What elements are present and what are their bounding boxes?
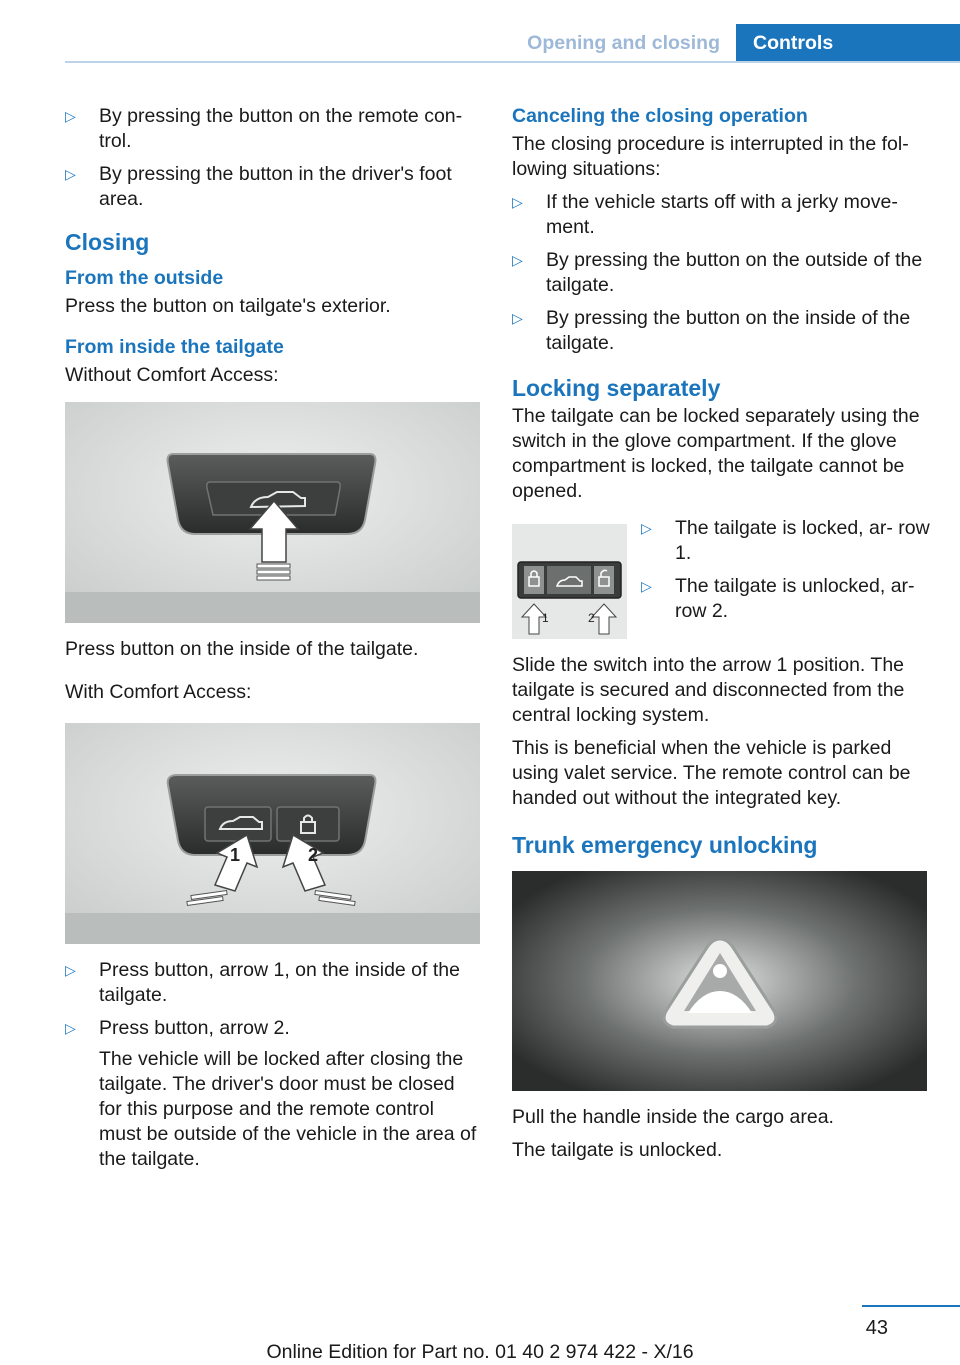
list-item-text: The tailgate is locked, ar‐ row 1. (675, 517, 930, 564)
comfort-bullet-list (65, 958, 480, 1172)
comfort-access-illustration (65, 723, 480, 944)
without-comfort-text: Without Comfort Access: (65, 364, 279, 386)
inside-subheading: From inside the tailgate (65, 336, 284, 358)
closing-heading: Closing (65, 229, 150, 255)
list-item (641, 516, 932, 566)
list-item-text: Press button, arrow 2. (99, 1017, 290, 1039)
comfort-access-buttons-figure (65, 723, 480, 944)
arrow-2-label: 2 (308, 845, 319, 865)
list-item-text: By pressing the button on the remote con‐ trol. (99, 105, 463, 152)
list-item (512, 190, 932, 240)
switch-arrow-1-label: 1 (542, 611, 549, 625)
list-item-continuation: The vehicle will be locked after closing the tailgate. The driver's door must be closed for this purpose and the remote control must be outside of the vehicle in the area of the tailgate. (99, 1048, 477, 1170)
switch-illustration (512, 524, 627, 639)
triangle-bullet-icon: ▷ (512, 310, 523, 326)
right-column (512, 104, 932, 1171)
switch-bullet-list (641, 516, 932, 632)
list-item-text: The tailgate is unlocked, ar‐ row 2. (675, 575, 915, 622)
list-item-text: Press button, arrow 1, on the inside of the tailgate. (99, 959, 460, 1006)
triangle-bullet-icon: ▷ (512, 252, 523, 268)
switch-row (512, 516, 932, 639)
list-item (641, 574, 932, 624)
locking-text: The tailgate can be locked separately using the switch in the glove compartment. If the glove compartment is locked, the tailgate cannot be opened. (512, 405, 920, 502)
footer-edition: Online Edition for Part no. 01 40 2 974 422 - X/16 (266, 1341, 694, 1363)
emergency-handle-illustration (512, 871, 927, 1091)
list-item-text: If the vehicle starts off with a jerky move‐ ment. (546, 191, 898, 238)
valet-text: This is beneficial when the vehicle is parked using valet service. The remote control can be handed out without the integrated key. (512, 737, 911, 809)
slide-text: Slide the switch into the arrow 1 position. The tailgate is secured and disconnected from the central locking system. (512, 654, 905, 726)
with-comfort-text: With Comfort Access: (65, 681, 252, 703)
outside-subheading: From the outside (65, 267, 224, 289)
locking-heading: Locking separately (512, 375, 721, 401)
pull-text: Pull the handle inside the cargo area. (512, 1106, 834, 1128)
cancel-bullet-list (512, 190, 932, 356)
list-item (512, 306, 932, 356)
triangle-bullet-icon: ▷ (65, 166, 76, 182)
list-item (65, 1016, 480, 1172)
emergency-handle-figure (512, 871, 927, 1091)
list-item-text: By pressing the button on the inside of the tailgate. (546, 307, 911, 354)
after-figure1-text: Press button on the inside of the tailgate. (65, 638, 419, 660)
triangle-bullet-icon: ▷ (641, 578, 652, 594)
triangle-bullet-icon: ▷ (641, 520, 652, 536)
triangle-bullet-icon: ▷ (65, 1020, 76, 1036)
footer-rule (862, 1305, 960, 1307)
tailgate-button-illustration (65, 402, 480, 623)
switch-arrow-2-label: 2 (588, 611, 595, 625)
cancel-subheading: Canceling the closing operation (512, 105, 808, 127)
list-item (65, 104, 480, 154)
emergency-heading: Trunk emergency unlocking (512, 832, 818, 858)
list-item-text: By pressing the button in the driver's foot area. (99, 163, 452, 210)
arrow-1-label: 1 (230, 845, 241, 865)
header-chapter-tab[interactable]: Controls (736, 24, 960, 62)
intro-bullet-list (65, 104, 480, 212)
glovebox-switch-figure (512, 524, 627, 639)
list-item (65, 958, 480, 1008)
left-column (65, 104, 480, 1180)
outside-text: Press the button on tailgate's exterior. (65, 295, 391, 317)
header-section-title: Opening and closing (527, 31, 720, 54)
list-item (512, 248, 932, 298)
list-item-text: By pressing the button on the outside of the tailgate. (546, 249, 923, 296)
triangle-bullet-icon: ▷ (65, 108, 76, 124)
tailgate-button-figure (65, 402, 480, 623)
unlocked-text: The tailgate is unlocked. (512, 1139, 723, 1161)
page-number: 43 (865, 1317, 888, 1339)
triangle-bullet-icon: ▷ (512, 194, 523, 210)
list-item (65, 162, 480, 212)
header-rule (65, 61, 960, 63)
cancel-text: The closing procedure is interrupted in the fol‐ lowing situations: (512, 133, 909, 180)
triangle-bullet-icon: ▷ (65, 962, 76, 978)
